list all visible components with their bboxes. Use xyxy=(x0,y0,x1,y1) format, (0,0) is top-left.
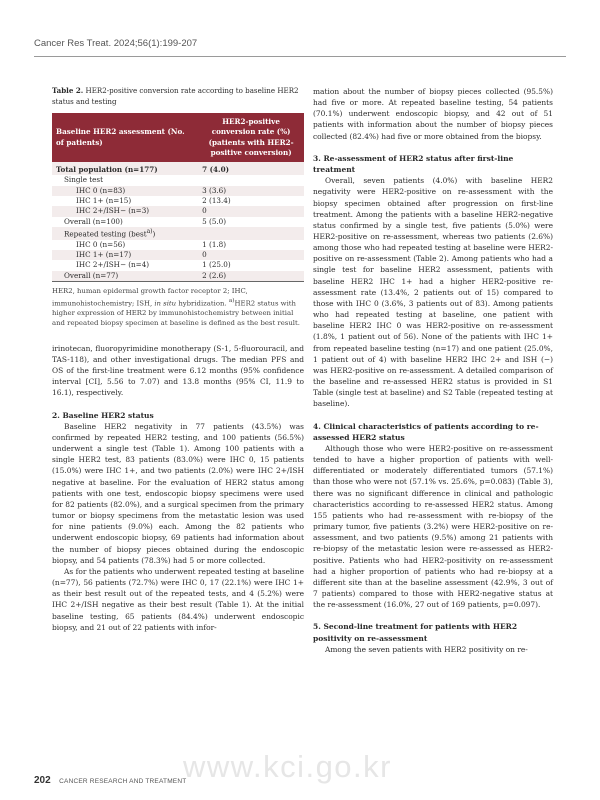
table-header-baseline: Baseline HER2 assessment (No. of patients) xyxy=(52,113,198,162)
paragraph: As for the patients who underwent repeated testing at baseline (n=77), 56 patients (72.7%) were IHC 0, 17 (22.1%) were IHC 1+ as their best result out of the repeated tests, and 4 (5.2%) were IHC 2+/ISH negative as their best result (Table 1). At the initial baseline testing, 65 patients (84.4%) underwent endoscopic biopsy, and 21 out of 22 patients with infor- xyxy=(52,566,304,632)
table-header-conversion: HER2-positive conversion rate (%) (patients with HER2-positive conversion) xyxy=(198,113,304,162)
table-label: Table 2. xyxy=(52,86,84,95)
journal-citation: Cancer Res Treat. 2024;56(1):199-207 xyxy=(34,38,198,49)
table-row xyxy=(52,227,304,240)
row-label-end: ) xyxy=(152,229,156,239)
journal-name: CANCER RESEARCH AND TREATMENT xyxy=(59,778,187,785)
row-value: 0 xyxy=(198,250,304,260)
footnote-text: HER2 status with higher expression of HER2 by immunohistochemistry between initial and repeated biopsy specimen at baseline is defined as the best result. xyxy=(52,299,300,327)
row-value: 2 (13.4) xyxy=(198,196,304,206)
row-label: IHC 2+/ISH− (n=3) xyxy=(52,206,198,216)
row-value: 5 (5.0) xyxy=(198,217,304,227)
table-row xyxy=(52,260,304,270)
row-value: 1 (1.8) xyxy=(198,240,304,250)
table-caption-text: HER2-positive conversion rate according to baseline HER2 status and testing xyxy=(52,86,299,106)
table-row xyxy=(52,175,304,185)
row-label-text: Repeated testing (best xyxy=(64,229,147,239)
table-row xyxy=(52,196,304,206)
table-row xyxy=(52,217,304,227)
paragraph: Baseline HER2 negativity in 77 patients (43.5%) was confirmed by repeated HER2 testing, and 100 patients (56.5%) underwent a single test (Table 1). Among 100 patients with a single HER2 test, 83 patients (83.0%) were IHC 0, 15 patients (15.0%) were IHC 1+, and two patients (2.0%) were IHC 2+/ISH negative at baseline. For the evaluation of HER2 status among patients with one test, endoscopic biopsy specimens were used for 82 patients (82.0%), and a surgical specimen from the primary tumor or biopsy specimens from the metastatic lesion was used for nine patients (9.0%) each. Among the 82 patients who underwent endoscopic biopsy, 69 patients had information about the number of biopsy pieces obtained during the endoscopic biopsy, and 54 patients (78.3%) had 5 or more collected. xyxy=(52,421,304,565)
row-value: 1 (25.0) xyxy=(198,260,304,270)
paragraph: Among the seven patients with HER2 positivity on re- xyxy=(325,644,528,654)
section-heading: 2. Baseline HER2 status xyxy=(52,410,154,420)
row-label: Overall (n=100) xyxy=(52,217,198,227)
table-caption xyxy=(52,86,304,107)
row-label: IHC 1+ (n=17) xyxy=(52,250,198,260)
footnote-marker: a) xyxy=(228,297,235,304)
footnote-italic: in situ xyxy=(154,299,177,308)
row-value: 2 (2.6) xyxy=(198,271,304,281)
left-column xyxy=(52,86,304,633)
row-label: Single test xyxy=(52,175,198,185)
table-row xyxy=(52,240,304,250)
row-label: IHC 2+/ISH− (n=4) xyxy=(52,260,198,270)
page-number: 202 xyxy=(34,775,51,786)
row-label: IHC 0 (n=56) xyxy=(52,240,198,250)
table-row xyxy=(52,250,304,260)
table-bottom-rule xyxy=(52,281,304,282)
her2-conversion-table xyxy=(52,113,304,281)
table-row xyxy=(52,162,304,175)
right-column xyxy=(313,86,553,655)
paragraph: Although those who were HER2-positive on re-assessment tended to have a higher proportion of patients with well-differentiated or moderately differentiated tumors (57.1%) than those who were not (57.1% vs. 25.6%, p=0.083) (Table 3), there was no significant difference in clinical and pathologic characteristics according to re-assessed HER2 status. Among 155 patients who had re-assessment with re-biopsy of the primary tumor, five patients (3.2%) were HER2-positive on re-assessment, and two patients (9.5%) among 21 patients with re-biopsy of the metastatic lesion were re-assessed as HER2-positive. Patients who had HER2-positivity on re-assessment had a higher proportion of patients who had re-biopsy at a different site than at the baseline assessment (42.9%, 3 out of 7 patients) compared to those with HER2-negative status at the re-assessment (16.0%, 27 out of 169 patients, p=0.097). xyxy=(313,443,553,610)
row-value: 3 (3.6) xyxy=(198,186,304,196)
paragraph: mation about the number of biopsy pieces collected (95.5%) had five or more. At repeated baseline testing, 54 patients (70.1%) underwent endoscopic biopsy, and 42 out of 51 patients with information about the number of biopsy pieces collected (82.4%) had five or more obtained from the biopsy. xyxy=(313,87,553,141)
footnote-text: hybridization. xyxy=(176,299,229,308)
row-label: IHC 0 (n=83) xyxy=(52,186,198,196)
section-heading: 5. Second-line treatment for patients with HER2 positivity on re-assessment xyxy=(313,622,518,643)
row-label xyxy=(52,227,198,240)
section-heading: 4. Clinical characteristics of patients according to re-assessed HER2 status xyxy=(313,421,539,442)
section-heading: 3. Re-assessment of HER2 status after first-line treatment xyxy=(313,153,514,175)
page-footer xyxy=(34,770,186,788)
row-value: 7 (4.0) xyxy=(198,162,304,175)
header-rule xyxy=(34,56,566,57)
row-value xyxy=(198,227,304,240)
table-row xyxy=(52,186,304,196)
row-label: Total population (n=177) xyxy=(52,162,198,175)
row-value xyxy=(198,175,304,185)
watermark: www.kci.go.kr xyxy=(183,749,392,784)
table-row xyxy=(52,206,304,216)
footnote-marker: a) xyxy=(146,227,153,235)
table-footnote xyxy=(52,287,304,329)
row-label: IHC 1+ (n=15) xyxy=(52,196,198,206)
footnote-text: HER2, human epidermal growth factor receptor 2; IHC, immunohistochemistry; ISH, xyxy=(52,286,248,308)
row-value: 0 xyxy=(198,206,304,216)
row-label: Overall (n=77) xyxy=(52,271,198,281)
paragraph: Overall, seven patients (4.0%) with baseline HER2 negativity were HER2-positive on re-assessment with the biopsy specimen obtained after progression on first-line treatment. Among the patients with a baseline HER2-negative status confirmed by a single test, five patients (5.0%) were HER2-positive on re-assessment, whereas two patients (2.6%) among those who had repeated testing at baseline were HER2-positive on re-assessment (Table 2). Among patients who had a single test for baseline HER2 assessment, patients with baseline HER2 IHC 1+ had a higher HER2-positive re-assessment rate (13.4%, 2 patients out of 15) compared to those with IHC 0 (3.6%, 3 patients out of 83). Among patients who had repeated testing at baseline, one patient with baseline HER2 IHC 0 was HER2-positive on re-assessment (1.8%, 1 patient out of 56). None of the patients with IHC 1+ from repeated baseline testing (n=17) and one patient (25.0%, 1 patient out of 4) with baseline HER2 IHC 2+ and ISH (−) was HER2-positive on re-assessment. A detailed comparison of the baseline and re-assessed HER2 status is provided in S1 Table (single test at baseline) and S2 Table (repeated testing at baseline). xyxy=(313,176,553,409)
table-row xyxy=(52,271,304,281)
paragraph: irinotecan, fluoropyrimidine monotherapy (S-1, 5-fluorouracil, and TAS-118), and other investigational drugs. The median PFS and OS of the first-line treatment were 6.12 months (95% confidence interval [CI], 5.56 to 7.07) and 13.8 months (95% CI, 11.9 to 16.1), respectively. xyxy=(52,343,304,398)
